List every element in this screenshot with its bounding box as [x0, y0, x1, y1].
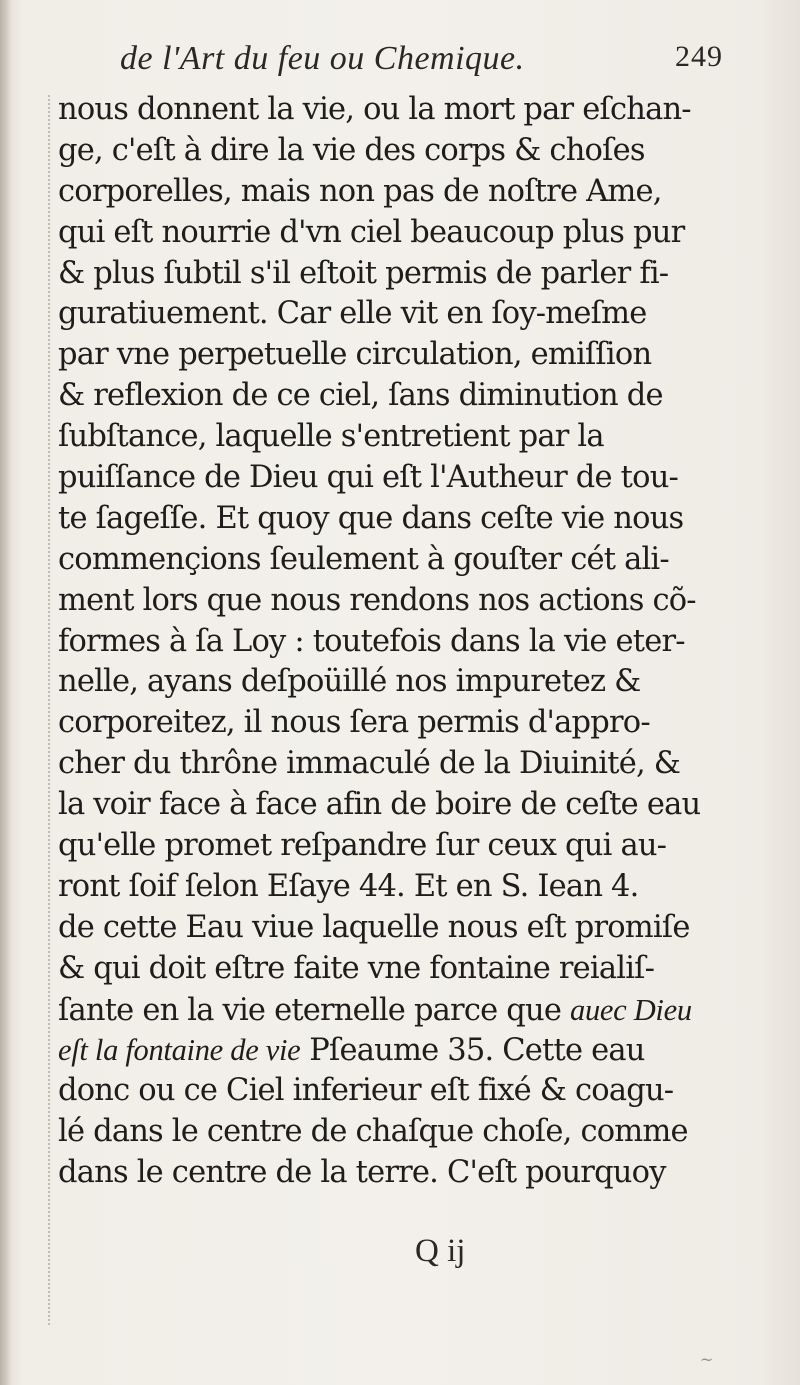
- text-line: la voir face à face afin de boire de ceſte eau: [58, 787, 701, 823]
- text-line: ſubſtance, laquelle s'entretient par la: [58, 419, 604, 455]
- italic-phrase: auec Dieu: [570, 992, 692, 1027]
- text-line: guratiuement. Car elle vit en ſoy-meſme: [58, 296, 647, 332]
- text-line: ront ſoif ſelon Eſaye 44. Et en S. Iean 4.: [58, 868, 639, 904]
- text-line: ge, c'eſt à dire la vie des corps & choſes: [58, 132, 645, 168]
- text-line: qu'elle promet reſpandre ſur ceux qui au-: [58, 828, 667, 864]
- text-line: formes à ſa Loy : toutefois dans la vie eter-: [58, 623, 685, 659]
- text-line: qui eſt nourrie d'vn ciel beaucoup plus pur: [58, 214, 685, 250]
- text-line: puiſſance de Dieu qui eſt l'Autheur de tou-: [58, 460, 679, 496]
- text-line: dans le centre de la terre. C'eſt pourquoy: [58, 1155, 666, 1191]
- page-edge-shadow: [0, 0, 12, 1385]
- text-line: donc ou ce Ciel inferieur eſt fixé & coagu-: [58, 1073, 674, 1109]
- text-line: te ſageſſe. Et quoy que dans ceſte vie nous: [58, 500, 684, 536]
- text-line: lé dans le centre de chaſque choſe, comme: [58, 1114, 688, 1150]
- text-segment: ſante en la vie eternelle parce que: [58, 992, 562, 1028]
- italic-phrase: eſt la fontaine de vie: [58, 1033, 301, 1068]
- running-title: de l'Art du feu ou Chemique.: [120, 40, 525, 77]
- text-segment: Pſeaume 35. Cette eau: [300, 1033, 645, 1069]
- gutter-dotted-rule: [48, 95, 51, 1325]
- text-line: corporeitez, il nous ſera permis d'appro-: [58, 705, 650, 741]
- body-text: [58, 90, 798, 1194]
- text-line: nous donnent la vie, ou la mort par eſchan‑: [58, 92, 691, 127]
- text-line: cher du thrône immaculé de la Diuinité, &: [58, 746, 681, 782]
- ink-smudge: ~: [700, 1350, 714, 1369]
- text-line: corporelles, mais non pas de noſtre Ame,: [58, 173, 662, 209]
- signature-mark: Q ij: [415, 1233, 466, 1269]
- text-line: [58, 990, 798, 1031]
- text-line: commençions ſeulement à gouſter cét ali-: [58, 541, 669, 577]
- text-line: [58, 1030, 798, 1071]
- text-line: de cette Eau viue laquelle nous eſt promiſe: [58, 909, 690, 945]
- text-line: & plus ſubtil s'il eſtoit permis de parler fi-: [58, 255, 669, 291]
- text-line: ment lors que nous rendons nos actions cõ-: [58, 582, 696, 618]
- text-line: & qui doit eſtre faite vne fontaine reialiſ-: [58, 950, 655, 986]
- page-number: 249: [675, 40, 723, 73]
- text-line: & reflexion de ce ciel, ſans diminution de: [58, 378, 663, 414]
- text-line: par vne perpetuelle circulation, emiſſion: [58, 337, 652, 373]
- text-line: nelle, ayans deſpoüillé nos impuretez &: [58, 664, 641, 700]
- page-header: [120, 40, 760, 96]
